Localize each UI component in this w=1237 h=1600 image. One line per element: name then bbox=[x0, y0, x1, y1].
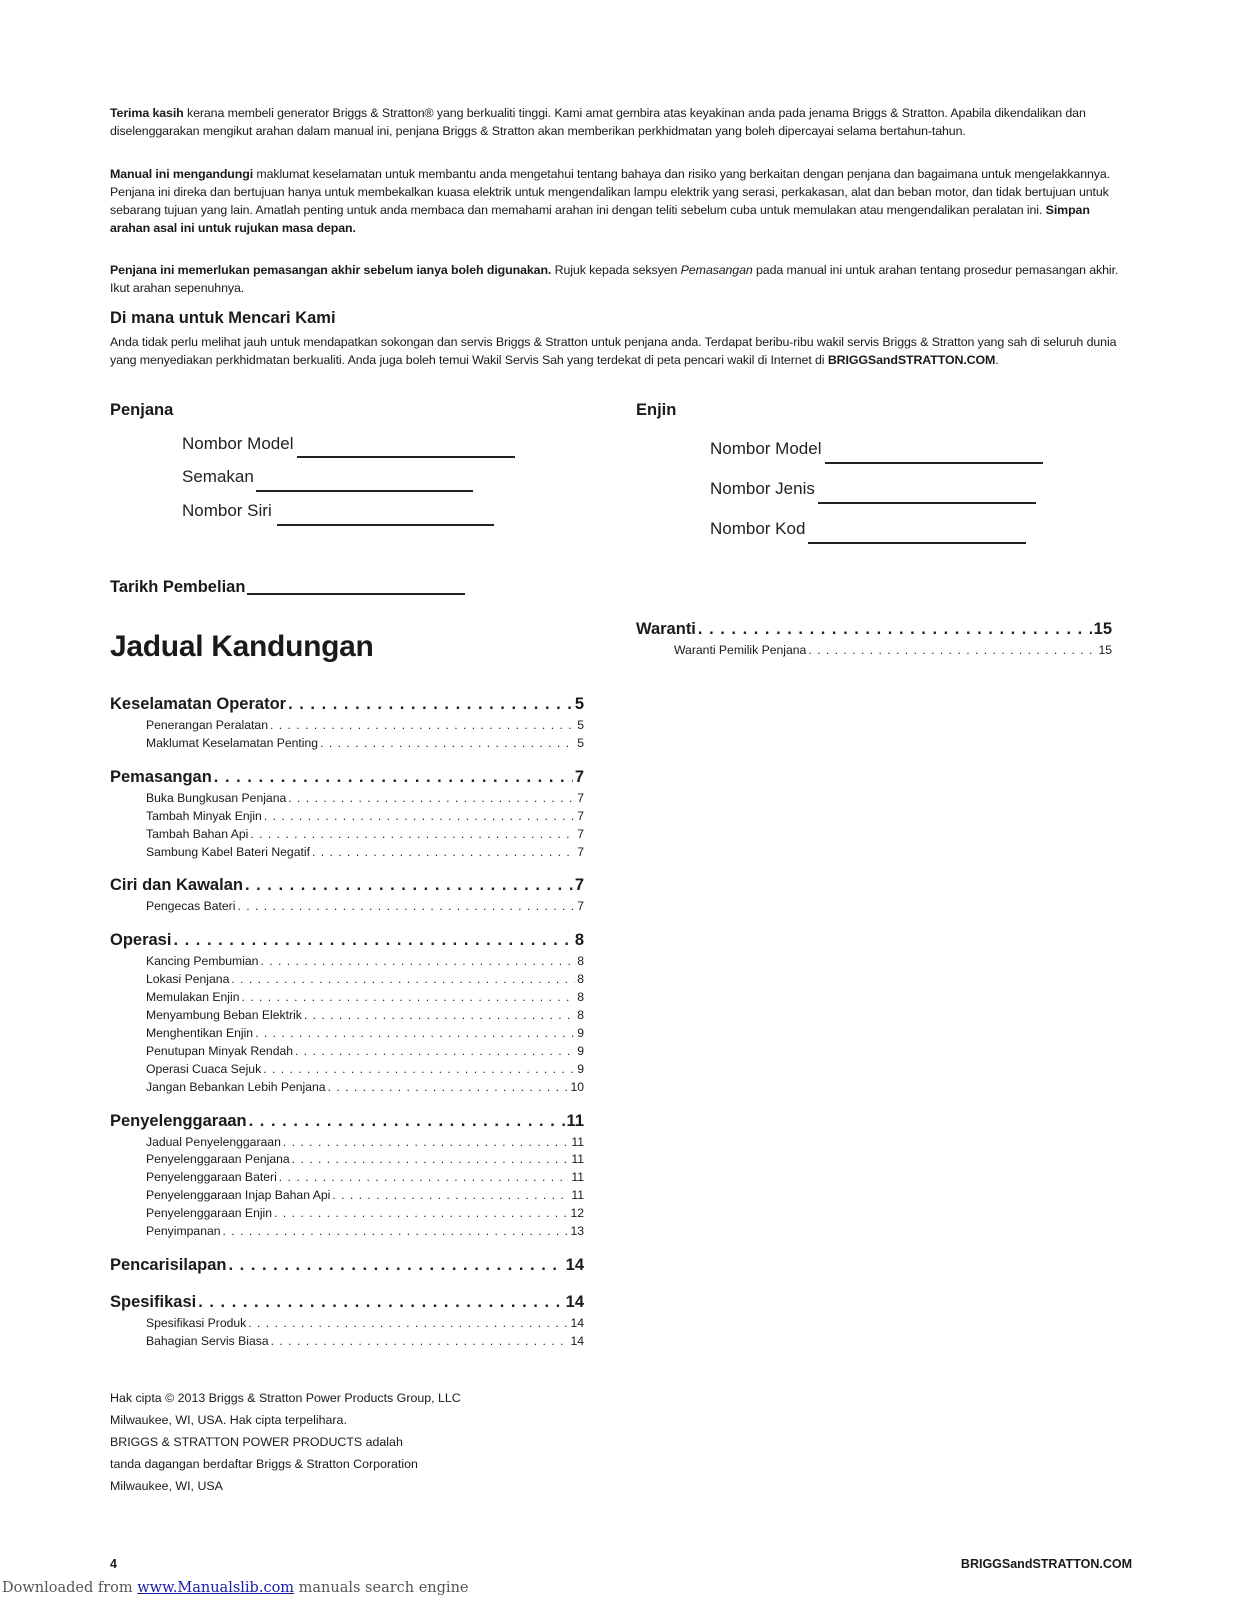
toc-entry-page: 7 bbox=[577, 808, 584, 823]
toc-entry[interactable] bbox=[146, 1316, 584, 1330]
toc-section[interactable] bbox=[110, 768, 584, 787]
toc-entry-title: Menyambung Beban Elektrik bbox=[146, 1008, 302, 1022]
toc-section[interactable] bbox=[110, 1112, 584, 1131]
toc-entry-title: Kancing Pembumian bbox=[146, 954, 259, 969]
toc-section-page: 15 bbox=[1093, 620, 1112, 638]
dot-leader bbox=[270, 718, 575, 732]
dot-leader bbox=[260, 954, 575, 968]
copyright-line: Milwaukee, WI, USA bbox=[110, 1479, 223, 1493]
find-us-paragraph bbox=[110, 333, 1132, 369]
generator-serial-label: Nombor Siri bbox=[182, 501, 272, 520]
toc-entry[interactable] bbox=[674, 643, 1112, 657]
toc-entry-title: Bahagian Servis Biasa bbox=[146, 1333, 269, 1348]
dot-leader bbox=[223, 1224, 569, 1238]
dot-leader bbox=[237, 899, 575, 913]
toc-entry-title: Penutupan Minyak Rendah bbox=[146, 1043, 294, 1058]
toc-entry-title: Buka Bungkusan Penjana bbox=[146, 790, 287, 805]
dot-leader bbox=[241, 990, 575, 1004]
toc-entry-title: Penyelenggaraan Penjana bbox=[146, 1152, 290, 1167]
intro-paragraph-2 bbox=[110, 165, 1132, 237]
generator-revision-label: Semakan bbox=[182, 467, 254, 486]
toc-entry-title: Jangan Bebankan Lebih Penjana bbox=[146, 1079, 326, 1094]
copyright-line: Milwaukee, WI, USA. Hak cipta terpelihara. bbox=[110, 1413, 347, 1427]
toc-entry[interactable] bbox=[146, 1170, 584, 1184]
toc-entry-page: 14 bbox=[570, 1315, 584, 1330]
dot-leader bbox=[292, 1152, 570, 1166]
toc-entry[interactable] bbox=[146, 1188, 584, 1202]
page-number: 4 bbox=[110, 1557, 117, 1571]
dot-leader bbox=[214, 768, 573, 787]
intro-p1-bold: Terima kasih bbox=[110, 106, 184, 120]
toc-entry-page: 5 bbox=[577, 735, 584, 750]
dot-leader bbox=[283, 1135, 569, 1149]
engine-heading: Enjin bbox=[636, 401, 677, 419]
toc-entry-title: Penerangan Peralatan bbox=[146, 718, 268, 732]
toc-entry-page: 8 bbox=[577, 990, 584, 1005]
toc-entry-page: 11 bbox=[571, 1134, 584, 1149]
toc-section-title: Waranti bbox=[636, 620, 696, 638]
toc-entry-title: Tambah Bahan Api bbox=[146, 826, 249, 841]
toc-entry-page: 10 bbox=[570, 1079, 584, 1094]
toc-section-page: 5 bbox=[574, 695, 584, 713]
toc-entry[interactable] bbox=[146, 1152, 584, 1166]
intro-p3-bold: Penjana ini memerlukan pemasangan akhir sebelum ianya boleh digunakan. bbox=[110, 263, 552, 277]
engine-model-line bbox=[825, 462, 1043, 464]
toc-entry-page: 15 bbox=[1098, 643, 1112, 657]
dot-leader bbox=[198, 1293, 563, 1312]
engine-model-label: Nombor Model bbox=[710, 439, 822, 458]
dot-leader bbox=[288, 695, 573, 714]
find-us-site: BRIGGSandSTRATTON.COM bbox=[827, 353, 996, 367]
generator-model-label: Nombor Model bbox=[182, 434, 294, 453]
dot-leader bbox=[808, 643, 1096, 657]
toc-section-page: 7 bbox=[574, 876, 584, 895]
toc-entry-title: Memulakan Enjin bbox=[146, 990, 240, 1005]
generator-model-line bbox=[297, 456, 515, 458]
toc-section-title: Pemasangan bbox=[110, 767, 212, 786]
toc-entry-title: Penyelenggaraan Bateri bbox=[146, 1170, 277, 1185]
toc-section-title: Penyelenggaraan bbox=[110, 1111, 247, 1130]
toc-entry-page: 14 bbox=[570, 1333, 584, 1348]
toc-entry[interactable] bbox=[146, 954, 584, 968]
manualslib-link[interactable]: www.Manualslib.com bbox=[137, 1580, 295, 1596]
download-suffix: manuals search engine bbox=[294, 1580, 469, 1596]
toc-entry[interactable] bbox=[146, 1008, 584, 1022]
toc-entry[interactable] bbox=[146, 718, 584, 732]
toc-section-page: 7 bbox=[574, 767, 584, 786]
toc-entry-page: 9 bbox=[577, 1043, 584, 1058]
dot-leader bbox=[698, 620, 1092, 639]
toc-entry[interactable] bbox=[146, 809, 584, 823]
toc-section[interactable] bbox=[110, 931, 584, 950]
toc-section[interactable] bbox=[110, 1293, 584, 1312]
toc-entry-page: 12 bbox=[570, 1206, 584, 1221]
purchase-date-line bbox=[247, 593, 465, 595]
toc-entry-page: 11 bbox=[571, 1188, 584, 1203]
find-us-text: Anda tidak perlu melihat jauh untuk mendapatkan sokongan dan servis Briggs & Stratton untuk penjana anda. Terdapat beribu-ribu wakil servis Briggs & Stratton yang sah di seluruh dunia yang menyediakan perkhidmatan berkualiti. Anda juga boleh temui Wakil Servis Sah yang terdekat di peta pencari wakil di Internet di bbox=[110, 335, 1117, 367]
toc-entry[interactable] bbox=[146, 1224, 584, 1238]
toc-entry-page: 5 bbox=[577, 718, 584, 732]
toc-entry[interactable] bbox=[146, 1206, 584, 1220]
toc-section-title: Pencarisilapan bbox=[110, 1255, 227, 1274]
dot-leader bbox=[332, 1188, 569, 1202]
toc-section[interactable] bbox=[636, 620, 1112, 639]
toc-section-page: 14 bbox=[565, 1292, 584, 1311]
engine-code-line bbox=[808, 542, 1026, 544]
dot-leader bbox=[255, 1026, 575, 1040]
toc-entry[interactable] bbox=[146, 1135, 584, 1149]
intro-p2-bold-end: Simpan arahan asal ini untuk rujukan masa depan. bbox=[110, 203, 1090, 235]
toc-entry-title: Pengecas Bateri bbox=[146, 899, 236, 914]
copyright-block bbox=[110, 1387, 461, 1497]
intro-p3-text-a: Rujuk kepada seksyen bbox=[551, 263, 681, 277]
toc-entry-page: 7 bbox=[577, 844, 584, 859]
footer-website: BRIGGSandSTRATTON.COM bbox=[960, 1557, 1132, 1571]
toc-entry[interactable] bbox=[146, 845, 584, 859]
intro-paragraph-3 bbox=[110, 261, 1132, 297]
engine-code-label: Nombor Kod bbox=[710, 519, 806, 538]
find-us-heading: Di mana untuk Mencari Kami bbox=[110, 309, 336, 327]
copyright-line: BRIGGS & STRATTON POWER PRODUCTS adalah bbox=[110, 1435, 403, 1449]
engine-type-line bbox=[818, 502, 1036, 504]
toc-title: Jadual Kandungan bbox=[110, 630, 374, 663]
toc-entry-title: Jadual Penyelenggaraan bbox=[146, 1134, 281, 1149]
toc-entry-page: 9 bbox=[577, 1061, 584, 1076]
dot-leader bbox=[264, 809, 575, 823]
dot-leader bbox=[304, 1008, 575, 1022]
dot-leader bbox=[228, 1256, 563, 1275]
dot-leader bbox=[320, 736, 575, 750]
toc-entry-title: Penyelenggaraan Injap Bahan Api bbox=[146, 1188, 331, 1203]
intro-p1-text: kerana membeli generator Briggs & Stratton® yang berkualiti tinggi. Kami amat gembira atas keyakinan anda pada jenama Briggs & Stratton. Apabila dikendalikan dan diselenggarakan mengikut arahan dalam manual ini, penjana Briggs & Stratton akan memberikan perkhidmatan yang boleh dipercayai selama bertahun-tahun. bbox=[110, 106, 1086, 138]
intro-p2-text: maklumat keselamatan untuk membantu anda mengetahui tentang bahaya dan risiko yang berkaitan dengan penjana dan bagaimana untuk mengelakkannya. Penjana ini direka dan bertujuan hanya untuk membekalkan kuasa elektrik untuk mengendalikan lampu elektrik yang serasi, perkakasan, alat dan beban motor, dan tidak bertujuan untuk sebarang tujuan yang lain. Amatlah penting untuk anda membaca dan memahami arahan ini dengan teliti sebelum cuba untuk memulakan atau mengendalikan peralatan ini. bbox=[110, 167, 1111, 217]
toc-entry-page: 11 bbox=[571, 1152, 584, 1167]
toc-section-title: Keselamatan Operator bbox=[110, 695, 287, 713]
toc-entry-page: 9 bbox=[577, 1025, 584, 1040]
dot-leader bbox=[250, 827, 575, 841]
intro-p2-bold: Manual ini mengandungi bbox=[110, 167, 254, 181]
engine-type-label: Nombor Jenis bbox=[710, 479, 815, 498]
dot-leader bbox=[271, 1334, 569, 1348]
toc-entry[interactable] bbox=[146, 972, 584, 986]
dot-leader bbox=[295, 1044, 575, 1058]
toc-entry-page: 8 bbox=[577, 972, 584, 987]
toc-entry-title: Menghentikan Enjin bbox=[146, 1025, 254, 1040]
toc-entry[interactable] bbox=[146, 1080, 584, 1094]
generator-heading: Penjana bbox=[110, 401, 174, 419]
dot-leader bbox=[248, 1316, 568, 1330]
toc-section-title: Operasi bbox=[110, 931, 172, 950]
dot-leader bbox=[274, 1206, 568, 1220]
purchase-date-label: Tarikh Pembelian bbox=[110, 578, 246, 596]
toc-section-title: Spesifikasi bbox=[110, 1292, 197, 1311]
toc-entry-title: Spesifikasi Produk bbox=[146, 1315, 247, 1330]
toc-entry-page: 11 bbox=[571, 1170, 584, 1185]
toc-entry[interactable] bbox=[146, 791, 584, 805]
toc-entry[interactable] bbox=[146, 1026, 584, 1040]
toc-entry-title: Tambah Minyak Enjin bbox=[146, 808, 262, 823]
toc-entry-page: 13 bbox=[570, 1224, 584, 1238]
toc-entry-title: Operasi Cuaca Sejuk bbox=[146, 1061, 262, 1076]
toc-section[interactable] bbox=[110, 876, 584, 895]
toc-entry[interactable] bbox=[146, 1334, 584, 1348]
toc-section-page: 11 bbox=[566, 1111, 584, 1130]
toc-entry-title: Penyelenggaraan Enjin bbox=[146, 1206, 273, 1221]
toc-entry[interactable] bbox=[146, 1044, 584, 1058]
toc-entry[interactable] bbox=[146, 1062, 584, 1076]
intro-p3-text-b: pada manual ini untuk arahan tentang prosedur pemasangan akhir. Ikut arahan sepenuhnya. bbox=[110, 263, 1119, 295]
toc-entry-page: 8 bbox=[577, 954, 584, 969]
dot-leader bbox=[312, 845, 575, 859]
toc-entry-page: 7 bbox=[577, 899, 584, 914]
dot-leader bbox=[245, 876, 573, 895]
toc-entry-title: Sambung Kabel Bateri Negatif bbox=[146, 844, 310, 859]
toc-entry-title: Waranti Pemilik Penjana bbox=[674, 643, 807, 657]
dot-leader bbox=[279, 1170, 570, 1184]
toc-entry[interactable] bbox=[146, 736, 584, 750]
dot-leader bbox=[288, 791, 575, 805]
generator-serial-line bbox=[277, 524, 494, 526]
toc-entry-title: Maklumat Keselamatan Penting bbox=[146, 735, 319, 750]
toc-entry-page: 8 bbox=[577, 1008, 584, 1022]
dot-leader bbox=[231, 972, 575, 986]
toc-entry-page: 7 bbox=[577, 826, 584, 841]
dot-leader bbox=[249, 1112, 565, 1131]
generator-revision-line bbox=[256, 490, 473, 492]
copyright-line: Hak cipta © 2013 Briggs & Stratton Power Products Group, LLC bbox=[110, 1391, 461, 1405]
copyright-line: tanda dagangan berdaftar Briggs & Stratton Corporation bbox=[110, 1457, 418, 1471]
toc-entry[interactable] bbox=[146, 990, 584, 1004]
intro-p3-italic: Pemasangan bbox=[680, 263, 753, 277]
toc-entry[interactable] bbox=[146, 827, 584, 841]
toc-section-page: 14 bbox=[565, 1255, 584, 1274]
download-bar bbox=[2, 1580, 469, 1596]
toc-section-title: Ciri dan Kawalan bbox=[110, 876, 243, 895]
find-us-end: . bbox=[995, 353, 999, 367]
dot-leader bbox=[263, 1062, 575, 1076]
toc-entry[interactable] bbox=[146, 899, 584, 913]
toc-section-page: 8 bbox=[574, 931, 584, 950]
toc-entry-page: 7 bbox=[577, 790, 584, 805]
dot-leader bbox=[328, 1080, 569, 1094]
download-prefix: Downloaded from bbox=[2, 1580, 138, 1596]
toc-entry-title: Penyimpanan bbox=[146, 1224, 221, 1238]
toc-section[interactable] bbox=[110, 1256, 584, 1275]
toc-entry-title: Lokasi Penjana bbox=[146, 972, 230, 987]
dot-leader bbox=[173, 931, 572, 950]
intro-paragraph-1 bbox=[110, 104, 1132, 140]
toc-section[interactable] bbox=[110, 695, 584, 714]
